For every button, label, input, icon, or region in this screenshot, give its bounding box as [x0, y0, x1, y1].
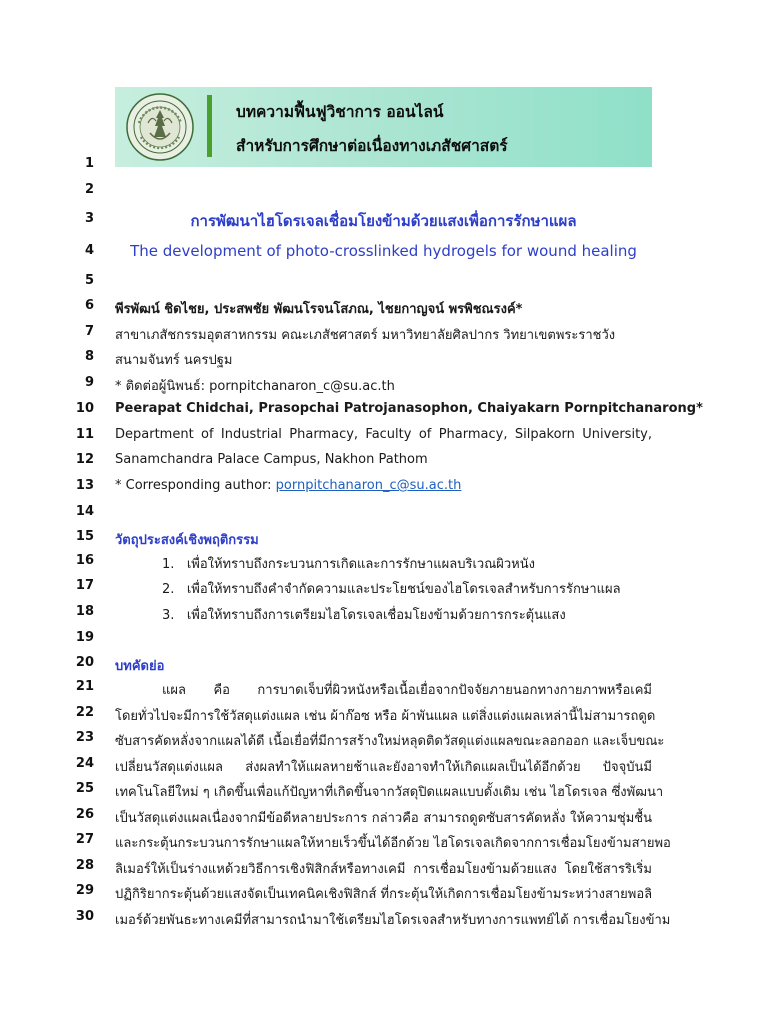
line-number: 30 [75, 909, 94, 924]
objective-item [162, 604, 566, 625]
affiliation-thai-line1: สาขาเภสัชกรรมอุตสาหกรรม คณะเภสัชศาสตร์ มหาวิทยาลัยศิลปากร วิทยาเขตพระราชวัง [115, 328, 616, 343]
abstract-line: ซับสารคัดหลั่งจากแผลได้ดี เนื้อเยื่อที่มีการสร้างใหม่หลุดติดวัสดุแต่งแผลขณะลอกออก และเจ็บขณะ [115, 734, 665, 749]
banner-title: บทความฟื้นฟูวิชาการ ออนไลน์ [236, 103, 444, 121]
line-number: 18 [75, 604, 94, 619]
corresponding-author [115, 478, 461, 493]
title-english: The development of photo-crosslinked hydrogels for wound healing [130, 242, 637, 260]
line-number: 14 [75, 504, 94, 519]
objective-text: เพื่อให้ทราบถึงการเตรียมไฮโดรเจลเชื่อมโยงข้ามด้วยการกระตุ้นแสง [186, 608, 566, 623]
line-number: 25 [75, 781, 94, 796]
banner-divider [207, 95, 212, 157]
objective-item [162, 578, 621, 599]
line-number: 4 [84, 243, 94, 258]
objective-number: 2. [162, 582, 175, 597]
title-thai: การพัฒนาไฮโดรเจลเชื่อมโยงข้ามด้วยแสงเพื่อการรักษาแผล [190, 212, 577, 230]
abstract-line: เป็นวัสดุแต่งแผลเนื่องจากมีข้อดีหลายประการ กล่าวคือ สามารถดูดซับสารคัดหลั่ง ให้ความชุ่มชื้น [115, 811, 652, 826]
abstract-line: โดยทั่วไปจะมีการใช้วัสดุแต่งแผล เช่น ผ้าก๊อซ หรือ ผ้าพันแผล แต่สิ่งแต่งแผลเหล่านี้ไม่สามารถดูด [115, 709, 656, 724]
line-number: 15 [75, 529, 94, 544]
line-number: 21 [75, 679, 94, 694]
line-number: 7 [84, 324, 94, 339]
line-number: 29 [75, 883, 94, 898]
abstract-line: ลิเมอร์ให้เป็นร่างแหด้วยวิธีการเชิงฟิสิกส์หรือทางเคมี การเชื่อมโยงข้ามด้วยแสง โดยใช้สารริเริ่ม [115, 862, 652, 877]
abstract-line: ปฏิกิริยากระตุ้นด้วยแสงจัดเป็นเทคนิคเชิงฟิสิกส์ ที่กระตุ้นให้เกิดการเชื่อมโยงข้ามระหว่างสายพอลิ [115, 887, 653, 902]
line-number: 26 [75, 807, 94, 822]
abstract-line: แผล คือ การบาดเจ็บที่ผิวหนังหรือเนื้อเยื่อจากปัจจัยภายนอกทางกายภาพหรือเคมี [162, 683, 652, 698]
line-number: 27 [75, 832, 94, 847]
line-number: 6 [84, 298, 94, 313]
university-seal-icon [126, 93, 194, 161]
line-number: 12 [75, 452, 94, 467]
line-number: 16 [75, 553, 94, 568]
banner-subtitle: สำหรับการศึกษาต่อเนื่องทางเภสัชศาสตร์ [236, 137, 508, 155]
abstract-heading: บทคัดย่อ [115, 659, 165, 674]
corresponding-email-link[interactable]: pornpitchanaron_c@su.ac.th [275, 478, 462, 493]
objective-number: 1. [162, 557, 175, 572]
objective-item [162, 553, 535, 574]
line-number: 20 [75, 655, 94, 670]
line-number: 13 [75, 478, 94, 493]
affiliation-english-line1: Department of Industrial Pharmacy, Faculty of Pharmacy, Silpakorn University, [115, 427, 652, 442]
authors-thai: พีรพัฒน์ ชิดไชย, ประสพชัย พัฒนโรจนโสภณ, ไชยกาญจน์ พรพิชณรงค์* [115, 302, 523, 317]
header-banner [115, 87, 652, 167]
objective-number: 3. [162, 608, 175, 623]
line-number: 19 [75, 630, 94, 645]
abstract-line: เปลี่ยนวัสดุแต่งแผล ส่งผลทำให้แผลหายช้าและยังอาจทำให้เกิดแผลเป็นได้อีกด้วย ปัจจุบันมี [115, 760, 652, 775]
line-number: 9 [84, 375, 94, 390]
objective-text: เพื่อให้ทราบถึงคำจำกัดความและประโยชน์ของไฮโดรเจลสำหรับการรักษาแผล [186, 582, 621, 597]
affiliation-english-line2: Sanamchandra Palace Campus, Nakhon Pathom [115, 452, 428, 467]
authors-english: Peerapat Chidchai, Prasopchai Patrojanasophon, Chaiyakarn Pornpitchanarong* [115, 401, 703, 416]
abstract-line: เมอร์ด้วยพันธะทางเคมีที่สามารถนำมาใช้เตรียมไฮโดรเจลสำหรับทางการแพทย์ได้ การเชื่อมโยงข้าม [115, 913, 671, 928]
line-number: 17 [75, 578, 94, 593]
line-number: 28 [75, 858, 94, 873]
line-number: 1 [84, 156, 94, 171]
corresponding-author-label: * Corresponding author: [115, 478, 276, 493]
line-number: 23 [75, 730, 94, 745]
contact-thai: * ติดต่อผู้นิพนธ์: pornpitchanaron_c@su.ac.th [115, 379, 395, 394]
abstract-line: เทคโนโลยีใหม่ ๆ เกิดขึ้นเพื่อแก้ปัญหาที่เกิดขึ้นจากวัสดุปิดแผลแบบดั้งเดิม เช่น ไฮโดรเจล ซึ่งพัฒนา [115, 785, 664, 800]
line-number: 24 [75, 756, 94, 771]
objectives-heading: วัตถุประสงค์เชิงพฤติกรรม [115, 533, 259, 548]
line-number: 22 [75, 705, 94, 720]
line-number: 3 [84, 211, 94, 226]
line-number: 10 [75, 401, 94, 416]
objective-text: เพื่อให้ทราบถึงกระบวนการเกิดและการรักษาแผลบริเวณผิวหนัง [186, 557, 535, 572]
line-number: 11 [75, 427, 94, 442]
line-number: 2 [84, 182, 94, 197]
line-number: 5 [84, 273, 94, 288]
line-number: 8 [84, 349, 94, 364]
abstract-line: และกระตุ้นกระบวนการรักษาแผลให้หายเร็วขึ้นได้อีกด้วย ไฮโดรเจลเกิดจากการเชื่อมโยงข้ามสายพอ [115, 836, 671, 851]
affiliation-thai-line2: สนามจันทร์ นครปฐม [115, 353, 233, 368]
